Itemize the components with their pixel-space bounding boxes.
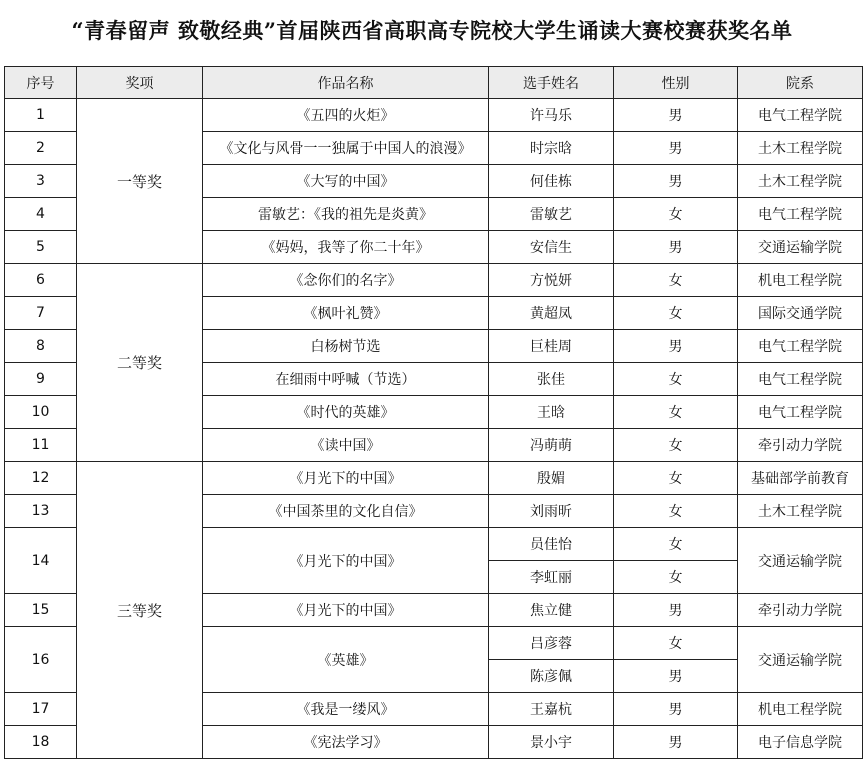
department: 电气工程学院 [738,99,863,132]
gender: 女 [614,561,738,594]
work-title: 《五四的火炬》 [203,99,489,132]
contestant-name: 张佳 [489,363,614,396]
contestant-name: 刘雨昕 [489,495,614,528]
contestant-name: 员佳怡 [489,528,614,561]
row-no: 15 [5,594,77,627]
gender: 男 [614,99,738,132]
work-title: 《读中国》 [203,429,489,462]
gender: 男 [614,726,738,759]
gender: 男 [614,660,738,693]
department: 机电工程学院 [738,264,863,297]
contestant-name: 冯萌萌 [489,429,614,462]
header-name: 选手姓名 [489,67,614,99]
contestant-name: 殷媚 [489,462,614,495]
work-title: 在细雨中呼喊（节选） [203,363,489,396]
department: 土木工程学院 [738,495,863,528]
contestant-name: 巨桂周 [489,330,614,363]
contestant-name: 许马乐 [489,99,614,132]
table-header-row [5,67,863,99]
department: 交通运输学院 [738,231,863,264]
award-third: 三等奖 [77,462,203,759]
work-title: 白杨树节选 [203,330,489,363]
row-no: 2 [5,132,77,165]
header-dept: 院系 [738,67,863,99]
department: 电气工程学院 [738,330,863,363]
work-title: 《念你们的名字》 [203,264,489,297]
table-row [5,99,863,132]
gender: 男 [614,231,738,264]
gender: 男 [614,693,738,726]
gender: 女 [614,297,738,330]
work-title: 《文化与风骨一一独属于中国人的浪漫》 [203,132,489,165]
award-second: 二等奖 [77,264,203,462]
department: 土木工程学院 [738,165,863,198]
contestant-name: 焦立健 [489,594,614,627]
row-no: 4 [5,198,77,231]
work-title: 《英雄》 [203,627,489,693]
award-first: 一等奖 [77,99,203,264]
department: 机电工程学院 [738,693,863,726]
department: 牵引动力学院 [738,429,863,462]
gender: 女 [614,396,738,429]
row-no: 16 [5,627,77,693]
contestant-name: 黄超凤 [489,297,614,330]
row-no: 8 [5,330,77,363]
department: 国际交通学院 [738,297,863,330]
work-title: 《宪法学习》 [203,726,489,759]
gender: 女 [614,528,738,561]
department: 电气工程学院 [738,363,863,396]
department: 交通运输学院 [738,627,863,693]
gender: 女 [614,363,738,396]
table-row [5,264,863,297]
contestant-name: 王晗 [489,396,614,429]
page-title: “青春留声 致敬经典”首届陕西省高职高专院校大学生诵读大赛校赛获奖名单 [71,18,793,43]
department: 电子信息学院 [738,726,863,759]
row-no: 11 [5,429,77,462]
gender: 女 [614,264,738,297]
gender: 男 [614,594,738,627]
row-no: 3 [5,165,77,198]
header-award: 奖项 [77,67,203,99]
row-no: 14 [5,528,77,594]
work-title: 《枫叶礼赞》 [203,297,489,330]
row-no: 7 [5,297,77,330]
header-gender: 性别 [614,67,738,99]
header-no: 序号 [5,67,77,99]
gender: 女 [614,198,738,231]
row-no: 12 [5,462,77,495]
gender: 女 [614,495,738,528]
contestant-name: 安信生 [489,231,614,264]
work-title: 《我是一缕风》 [203,693,489,726]
department: 土木工程学院 [738,132,863,165]
contestant-name: 方悦妍 [489,264,614,297]
department: 牵引动力学院 [738,594,863,627]
work-title: 《月光下的中国》 [203,462,489,495]
award-table [4,66,863,759]
contestant-name: 景小宇 [489,726,614,759]
row-no: 13 [5,495,77,528]
row-no: 18 [5,726,77,759]
row-no: 6 [5,264,77,297]
work-title: 《时代的英雄》 [203,396,489,429]
contestant-name: 何佳栋 [489,165,614,198]
department: 电气工程学院 [738,198,863,231]
contestant-name: 王嘉杭 [489,693,614,726]
row-no: 1 [5,99,77,132]
contestant-name: 雷敏艺 [489,198,614,231]
contestant-name: 时宗晗 [489,132,614,165]
gender: 女 [614,462,738,495]
row-no: 17 [5,693,77,726]
work-title: 《月光下的中国》 [203,594,489,627]
work-title: 《妈妈，我等了你二十年》 [203,231,489,264]
row-no: 10 [5,396,77,429]
row-no: 9 [5,363,77,396]
department: 交通运输学院 [738,528,863,594]
gender: 女 [614,429,738,462]
work-title: 《中国茶里的文化自信》 [203,495,489,528]
row-no: 5 [5,231,77,264]
gender: 男 [614,330,738,363]
gender: 男 [614,165,738,198]
department: 电气工程学院 [738,396,863,429]
work-title: 《月光下的中国》 [203,528,489,594]
table-row [5,462,863,495]
contestant-name: 吕彦蓉 [489,627,614,660]
gender: 女 [614,627,738,660]
header-work: 作品名称 [203,67,489,99]
department: 基础部学前教育 [738,462,863,495]
work-title: 《大写的中国》 [203,165,489,198]
contestant-name: 李虹丽 [489,561,614,594]
gender: 男 [614,132,738,165]
work-title: 雷敏艺：《我的祖先是炎黄》 [203,198,489,231]
contestant-name: 陈彦佩 [489,660,614,693]
